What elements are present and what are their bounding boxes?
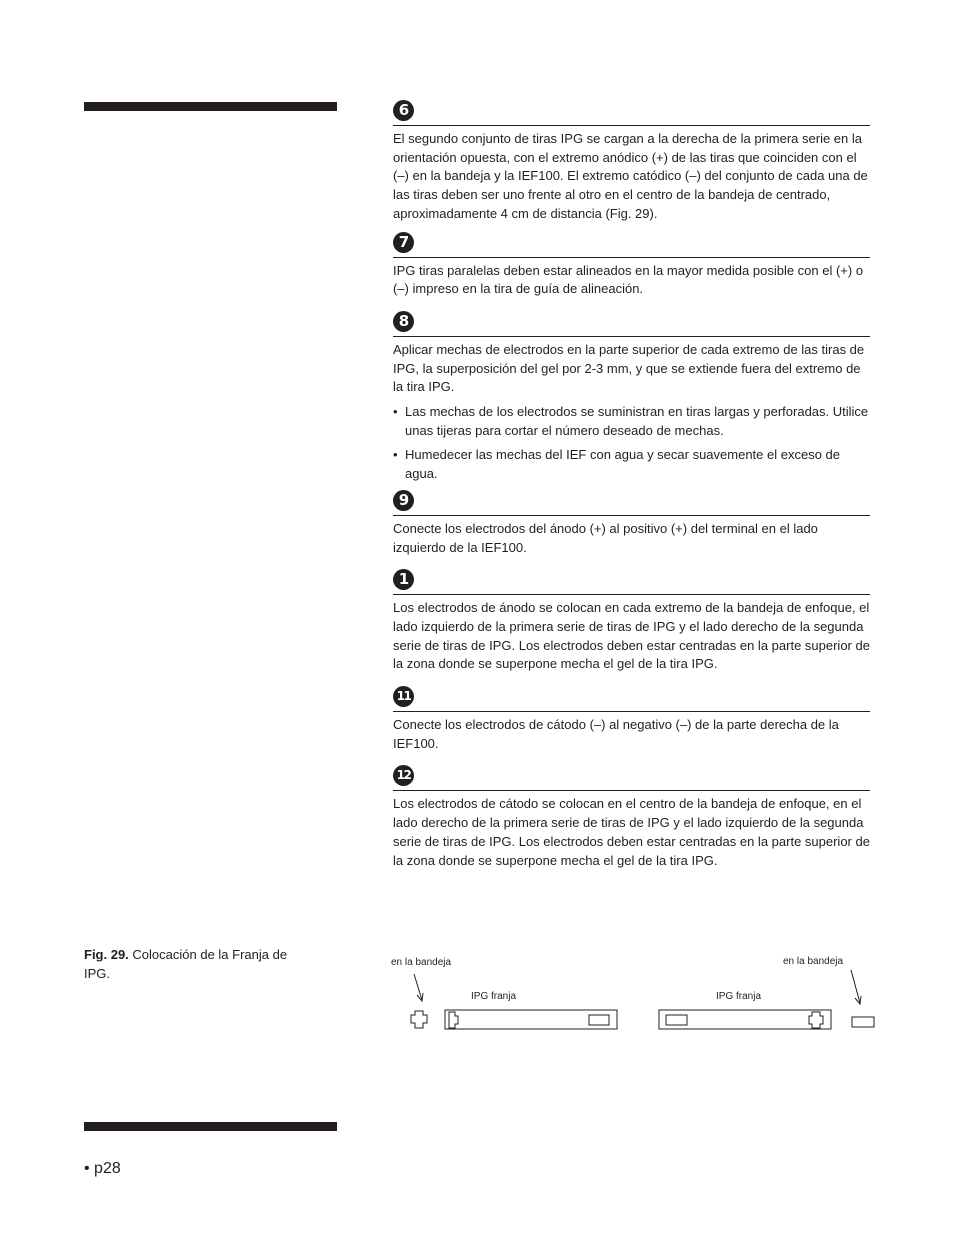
step-text: Conecte los electrodos de cátodo (–) al negativo (–) de la parte derecha de la IEF100. bbox=[393, 717, 839, 751]
step-text: Los electrodos de cátodo se colocan en el centro de la bandeja de enfoque, en el lado derecho de la primera serie de tiras de IPG y el lado izquierdo de la segunda serie de tiras de IPG. Los electrodos deben estar centradas en la parte superior de la zona donde se superpone mecha el gel de la tira IPG. bbox=[393, 796, 870, 868]
right-strip-end-cross bbox=[809, 1012, 823, 1028]
right-tray-label: en la bandeja bbox=[783, 956, 844, 967]
step-number-badge: 7 bbox=[393, 232, 414, 253]
step-6 bbox=[393, 100, 870, 224]
left-strip-label: IPG franja bbox=[471, 991, 517, 1002]
step-text: Los electrodos de ánodo se colocan en cada extremo de la bandeja de enfoque, el lado izquierdo de la primera serie de tiras de IPG y el lado derecho de la segunda serie de tiras de IPG. Los electrodos deben estar centradas en la parte superior de la zona donde se superpone mecha el gel de la tira IPG. bbox=[393, 600, 870, 672]
ipg-strip-diagram bbox=[386, 948, 886, 1048]
step-number-badge: 1 bbox=[393, 569, 414, 590]
step-number-badge: 8 bbox=[393, 311, 414, 332]
steps-column bbox=[393, 100, 870, 870]
bullet-item: • Humedecer las mechas del IEF con agua y secar suavemente el exceso de agua. bbox=[393, 446, 870, 483]
left-strip-end-cross bbox=[449, 1012, 458, 1028]
step-11 bbox=[393, 686, 870, 753]
bullet-item: • Las mechas de los electrodos se suministran en tiras largas y perforadas. Utilice unas tijeras para cortar el número deseado de mechas. bbox=[393, 403, 870, 440]
left-cross-electrode bbox=[411, 1011, 427, 1028]
right-strip-label: IPG franja bbox=[716, 991, 762, 1002]
figure-caption-label: Fig. 29. bbox=[84, 947, 129, 962]
right-strip-gel-window bbox=[666, 1015, 687, 1025]
step-number-badge: 9 bbox=[393, 490, 414, 511]
left-tray-label: en la bandeja bbox=[391, 957, 452, 968]
left-strip-gel-window bbox=[589, 1015, 609, 1025]
step-8 bbox=[393, 311, 870, 484]
right-ipg-strip bbox=[659, 1010, 831, 1029]
step-12 bbox=[393, 765, 870, 870]
step-number-badge: 11 bbox=[393, 686, 414, 707]
step-number-badge: 12 bbox=[393, 765, 414, 786]
header-rule-bar bbox=[84, 102, 337, 111]
figure-caption-text: Colocación de la Franja de IPG. bbox=[84, 947, 288, 981]
step-number-badge: 6 bbox=[393, 100, 414, 121]
figure-caption bbox=[84, 946, 294, 983]
step-9 bbox=[393, 490, 870, 557]
page-number: • p28 bbox=[84, 1160, 121, 1177]
step-text: IPG tiras paralelas deben estar alineados en la mayor medida posible con el (+) o (–) impreso en la tira de guía de alineación. bbox=[393, 262, 864, 297]
left-ipg-strip bbox=[445, 1010, 617, 1029]
step-text: Aplicar mechas de electrodos en la parte superior de cada extremo de las tiras de IPG, la superposición del gel por 2-3 mm, y que se extiende fuera del extremo de la tira IPG. bbox=[393, 341, 865, 395]
right-tray-electrode bbox=[852, 1017, 874, 1027]
step-10 bbox=[393, 569, 870, 674]
step-7 bbox=[393, 232, 870, 299]
step-bullet-list bbox=[393, 403, 870, 484]
step-text: Conecte los electrodos del ánodo (+) al positivo (+) del terminal en el lado izquierdo de la IEF100. bbox=[393, 520, 818, 555]
step-text: El segundo conjunto de tiras IPG se cargan a la derecha de la primera serie en la orientación opuesta, con el extremo anódico (+) de las tiras que coinciden con el (–) en la bandeja y la IEF100. El extremo catódico (–) del conjunto de cada una de las tiras deben ser uno frente al otro en el centro de la bandeja de centrado, aproximadamente 4 cm de distancia (Fig. 29). bbox=[393, 131, 868, 221]
footer-rule-bar bbox=[84, 1122, 337, 1131]
